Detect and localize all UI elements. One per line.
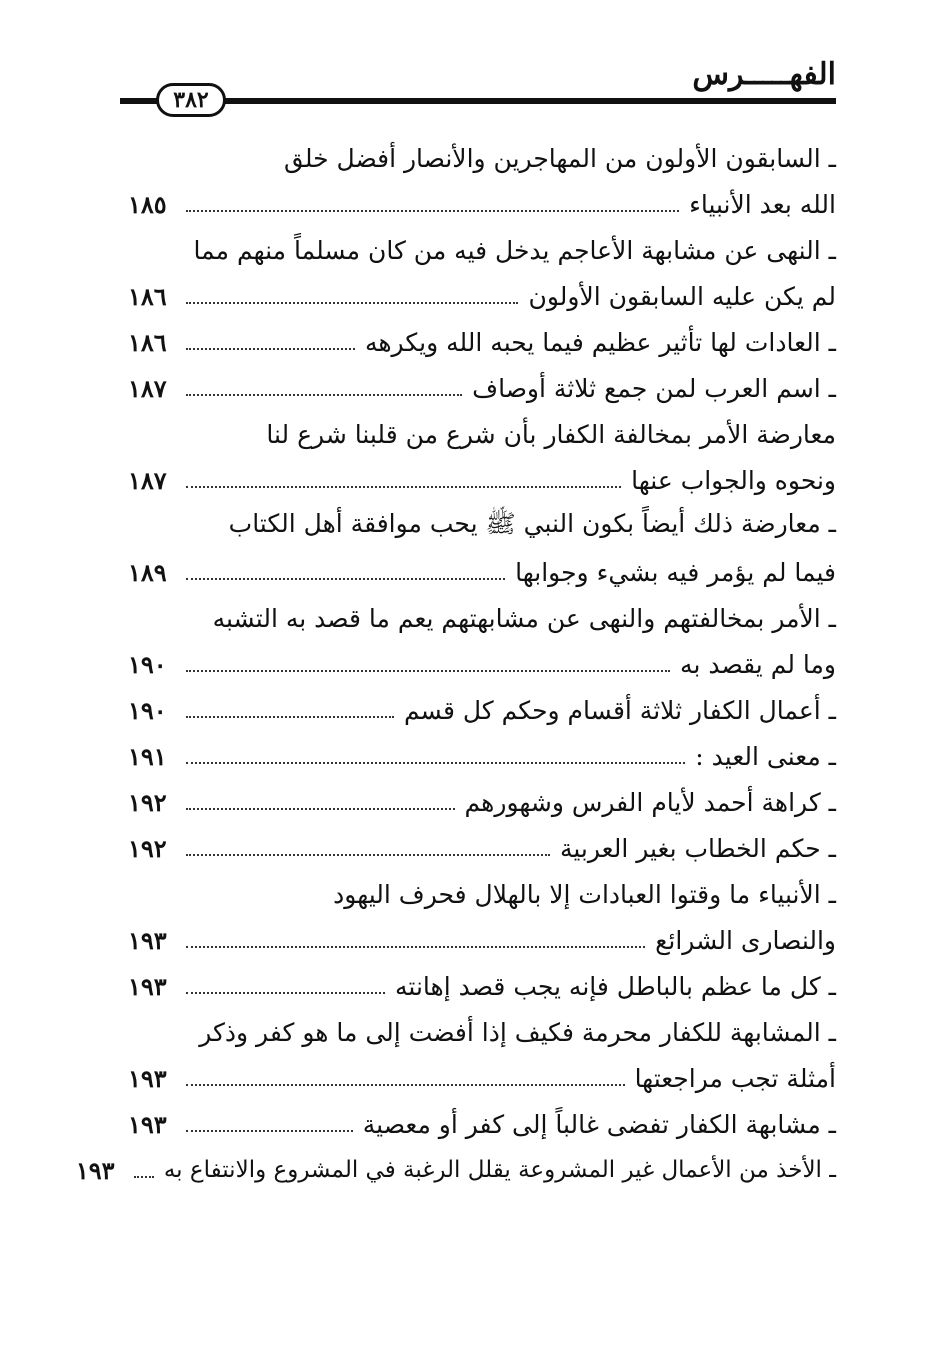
entry-text: ـ كراهة أحمد لأيام الفرس وشهورهم bbox=[464, 787, 836, 817]
index-line bbox=[128, 825, 836, 871]
leader-dots bbox=[186, 302, 518, 304]
index-line bbox=[128, 733, 836, 779]
entry-page-number: ١٨٧ bbox=[128, 373, 167, 403]
index-line bbox=[75, 1147, 836, 1193]
entry-text: ـ الأخذ من الأعمال غير المشروعة يقلل الرغبة في المشروع والانتفاع به bbox=[163, 1157, 836, 1183]
entry-text: ـ كل ما عظم بالباطل فإنه يجب قصد إهانته bbox=[395, 971, 836, 1001]
entry-text: أمثلة تجب مراجعتها bbox=[634, 1063, 836, 1093]
header-rule bbox=[120, 98, 836, 104]
entry-page-number: ١٩٠ bbox=[128, 695, 167, 725]
index-line bbox=[128, 687, 836, 733]
index-line bbox=[128, 1009, 836, 1055]
leader-dots bbox=[134, 1176, 154, 1178]
header-title: الفهـــــرس bbox=[692, 57, 836, 92]
index-line bbox=[128, 411, 836, 457]
entry-text: ـ اسم العرب لمن جمع ثلاثة أوصاف bbox=[472, 373, 836, 403]
leader-dots bbox=[186, 578, 505, 580]
entry-text: وما لم يقصد به bbox=[680, 649, 836, 679]
entry-text: ـ السابقون الأولون من المهاجرين والأنصار أفضل خلق bbox=[284, 143, 836, 173]
index-line bbox=[128, 227, 836, 273]
index-line bbox=[128, 779, 836, 825]
leader-dots bbox=[186, 946, 645, 948]
entry-page-number: ١٩٣ bbox=[128, 925, 167, 955]
page-number-badge: ٣٨٢ bbox=[156, 83, 226, 117]
entry-page-number: ١٩٣ bbox=[128, 971, 167, 1001]
index-entries bbox=[75, 135, 836, 1193]
entry-text: ونحوه والجواب عنها bbox=[631, 465, 836, 495]
index-line bbox=[128, 871, 836, 917]
entry-page-number: ١٨٦ bbox=[128, 327, 167, 357]
index-line bbox=[128, 1101, 836, 1147]
entry-page-number: ١٨٧ bbox=[128, 465, 167, 495]
entry-text: ـ أعمال الكفار ثلاثة أقسام وحكم كل قسم bbox=[404, 695, 836, 725]
leader-dots bbox=[186, 992, 385, 994]
index-line bbox=[128, 917, 836, 963]
entry-text: لم يكن عليه السابقون الأولون bbox=[528, 281, 836, 311]
entry-text: ـ العادات لها تأثير عظيم فيما يحبه الله ويكرهه bbox=[364, 327, 836, 357]
entry-page-number: ١٩١ bbox=[128, 741, 167, 771]
entry-page-number: ١٩٣ bbox=[75, 1155, 115, 1185]
entry-page-number: ١٨٥ bbox=[128, 189, 167, 219]
leader-dots bbox=[186, 348, 355, 350]
entry-text: والنصارى الشرائع bbox=[655, 925, 836, 955]
entry-page-number: ١٩٢ bbox=[128, 833, 167, 863]
leader-dots bbox=[186, 1130, 353, 1132]
index-line bbox=[128, 641, 836, 687]
index-line bbox=[128, 963, 836, 1009]
entry-page-number: ١٨٦ bbox=[128, 281, 167, 311]
entry-page-number: ١٩٠ bbox=[128, 649, 167, 679]
entry-text: ـ المشابهة للكفار محرمة فكيف إذا أفضت إلى ما هو كفر وذكر bbox=[199, 1017, 836, 1047]
entry-page-number: ١٩٢ bbox=[128, 787, 167, 817]
index-line bbox=[128, 135, 836, 181]
index-line bbox=[128, 181, 836, 227]
index-line bbox=[128, 503, 836, 549]
leader-dots bbox=[186, 808, 455, 810]
index-line bbox=[128, 1055, 836, 1101]
page-header bbox=[120, 55, 836, 125]
leader-dots bbox=[186, 854, 550, 856]
index-line bbox=[128, 319, 836, 365]
leader-dots bbox=[186, 762, 685, 764]
entry-text: ـ مشابهة الكفار تفضى غالباً إلى كفر أو معصية bbox=[362, 1109, 836, 1139]
entry-page-number: ١٩٣ bbox=[128, 1109, 167, 1139]
entry-text: ـ النهى عن مشابهة الأعاجم يدخل فيه من كان مسلماً منهم مما bbox=[193, 235, 836, 265]
leader-dots bbox=[186, 210, 679, 212]
entry-text: فيما لم يؤمر فيه بشيء وجوابها bbox=[515, 557, 836, 587]
entry-text: ـ معارضة ذلك أيضاً بكون النبي ﷺ يحب موافقة أهل الكتاب bbox=[228, 508, 836, 538]
index-line bbox=[128, 365, 836, 411]
entry-text: الله بعد الأنبياء bbox=[689, 189, 836, 219]
index-line bbox=[128, 595, 836, 641]
entry-text: ـ حكم الخطاب بغير العربية bbox=[559, 833, 836, 863]
leader-dots bbox=[186, 670, 670, 672]
index-line bbox=[128, 549, 836, 595]
index-line bbox=[128, 273, 836, 319]
leader-dots bbox=[186, 394, 462, 396]
leader-dots bbox=[186, 1084, 625, 1086]
entry-page-number: ١٩٣ bbox=[128, 1063, 167, 1093]
entry-text: ـ الأمر بمخالفتهم والنهى عن مشابهتهم يعم ما قصد به التشبه bbox=[212, 603, 836, 633]
entry-text: ـ الأنبياء ما وقتوا العبادات إلا بالهلال فحرف اليهود bbox=[333, 879, 836, 909]
leader-dots bbox=[186, 716, 394, 718]
leader-dots bbox=[186, 486, 621, 488]
index-line bbox=[128, 457, 836, 503]
entry-page-number: ١٨٩ bbox=[128, 557, 167, 587]
entry-text: معارضة الأمر بمخالفة الكفار بأن شرع من قلبنا شرع لنا bbox=[266, 419, 836, 449]
entry-text: ـ معنى العيد : bbox=[695, 741, 836, 771]
